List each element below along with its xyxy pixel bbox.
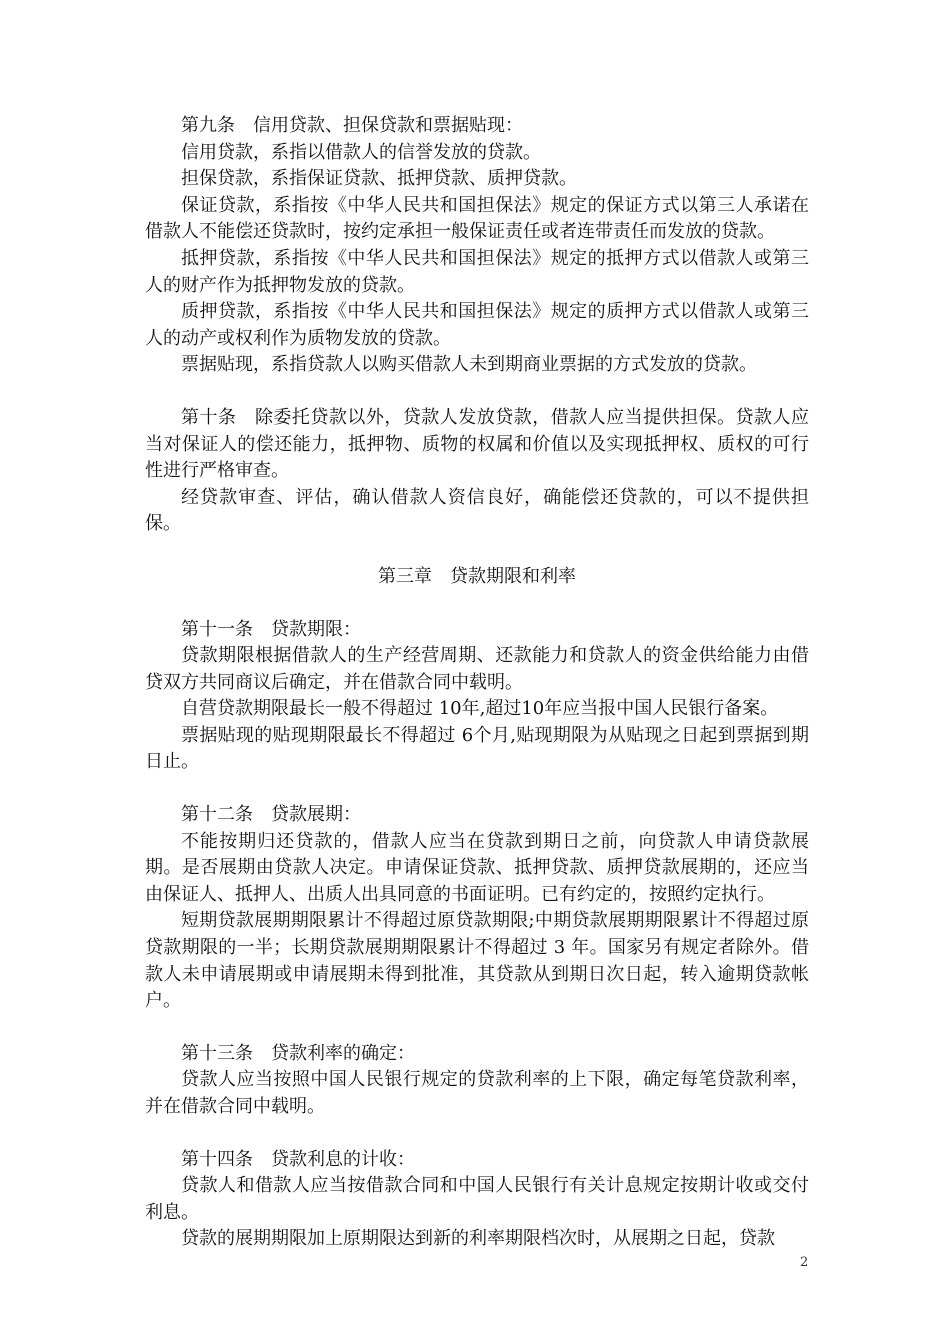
assurance-loan-definition: 保证贷款，系指按《中华人民共和国担保法》规定的保证方式以第三人承诺在借款人不能偿还贷款时，按约定承担一般保证责任或者连带责任而发放的贷款。 (145, 194, 809, 243)
extension-limits: 短期贷款展期期限累计不得超过原贷款期限;中期贷款展期期限累计不得超过原贷款期限的一半；长期贷款展期期限累计不得超过 3 年。国家另有规定者除外。借款人未申请展期或申请展期未得到批准，其贷款从到期日次日起，转入逾期贷款帐户。 (145, 910, 809, 1012)
credit-loan-definition: 信用贷款，系指以借款人的信誉发放的贷款。 (181, 141, 541, 163)
chapter-title: 第三章 贷款期限和利率 (378, 565, 576, 587)
paragraph-gap (145, 379, 809, 405)
article-11-heading: 第十一条 贷款期限： (181, 618, 361, 640)
discount-definition: 票据贴现，系指贷款人以购买借款人未到期商业票据的方式发放的贷款。 (181, 354, 757, 376)
paragraph-gap (145, 591, 809, 617)
guarantee-loan-definition: 担保贷款，系指保证贷款、抵押贷款、质押贷款。 (181, 168, 577, 190)
extension-interest-rule: 贷款的展期期限加上原期限达到新的利率期限档次时，从展期之日起，贷款 (181, 1228, 775, 1250)
paragraph-gap (145, 1121, 809, 1147)
article-12-heading: 第十二条 贷款展期： (181, 804, 361, 826)
article-9-heading: 第九条 信用贷款、担保贷款和票据贴现： (181, 115, 523, 136)
paragraph-gap (145, 538, 809, 564)
page-number: 2 (800, 1255, 809, 1270)
mortgage-loan-definition: 抵押贷款，系指按《中华人民共和国担保法》规定的抵押方式以借款人或第三人的财产作为抵押物发放的贷款。 (145, 247, 809, 296)
paragraph-gap (145, 1015, 809, 1041)
loan-term-rule: 贷款期限根据借款人的生产经营周期、还款能力和贷款人的资金供给能力由借贷双方共同商议后确定，并在借款合同中载明。 (145, 645, 809, 693)
discount-term-limit: 票据贴现的贴现期限最长不得超过 6个月,贴现期限为从贴现之日起到票据到期日止。 (145, 724, 809, 773)
document-page (145, 113, 809, 1253)
article-13-heading: 第十三条 贷款利率的确定： (181, 1042, 415, 1064)
article-10-exemption: 经贷款审查、评估，确认借款人资信良好，确能偿还贷款的，可以不提供担保。 (145, 486, 809, 535)
paragraph-gap (145, 776, 809, 802)
interest-rate-rule: 贷款人应当按照中国人民银行规定的贷款利率的上下限，确定每笔贷款利率，并在借款合同中载明。 (145, 1069, 809, 1117)
pledge-loan-definition: 质押贷款，系指按《中华人民共和国担保法》规定的质押方式以借款人或第三人的动产或权利作为质物发放的贷款。 (145, 301, 809, 349)
article-10-text: 第十条 除委托贷款以外，贷款人发放贷款，借款人应当提供担保。贷款人应当对保证人的偿还能力，抵押物、质物的权属和价值以及实现抵押权、质权的可行性进行严格审查。 (145, 406, 809, 482)
self-loan-term-limit: 自营贷款期限最长一般不得超过 10年,超过10年应当报中国人民银行备案。 (181, 698, 779, 720)
article-14-heading: 第十四条 贷款利息的计收： (181, 1148, 415, 1170)
extension-application: 不能按期归还贷款的，借款人应当在贷款到期日之前，向贷款人申请贷款展期。是否展期由贷款人决定。申请保证贷款、抵押贷款、质押贷款展期的，还应当由保证人、抵押人、出质人出具同意的书面证明。已有约定的，按照约定执行。 (145, 830, 809, 905)
interest-collection-rule: 贷款人和借款人应当按借款合同和中国人民银行有关计息规定按期计收或交付利息。 (145, 1175, 809, 1223)
